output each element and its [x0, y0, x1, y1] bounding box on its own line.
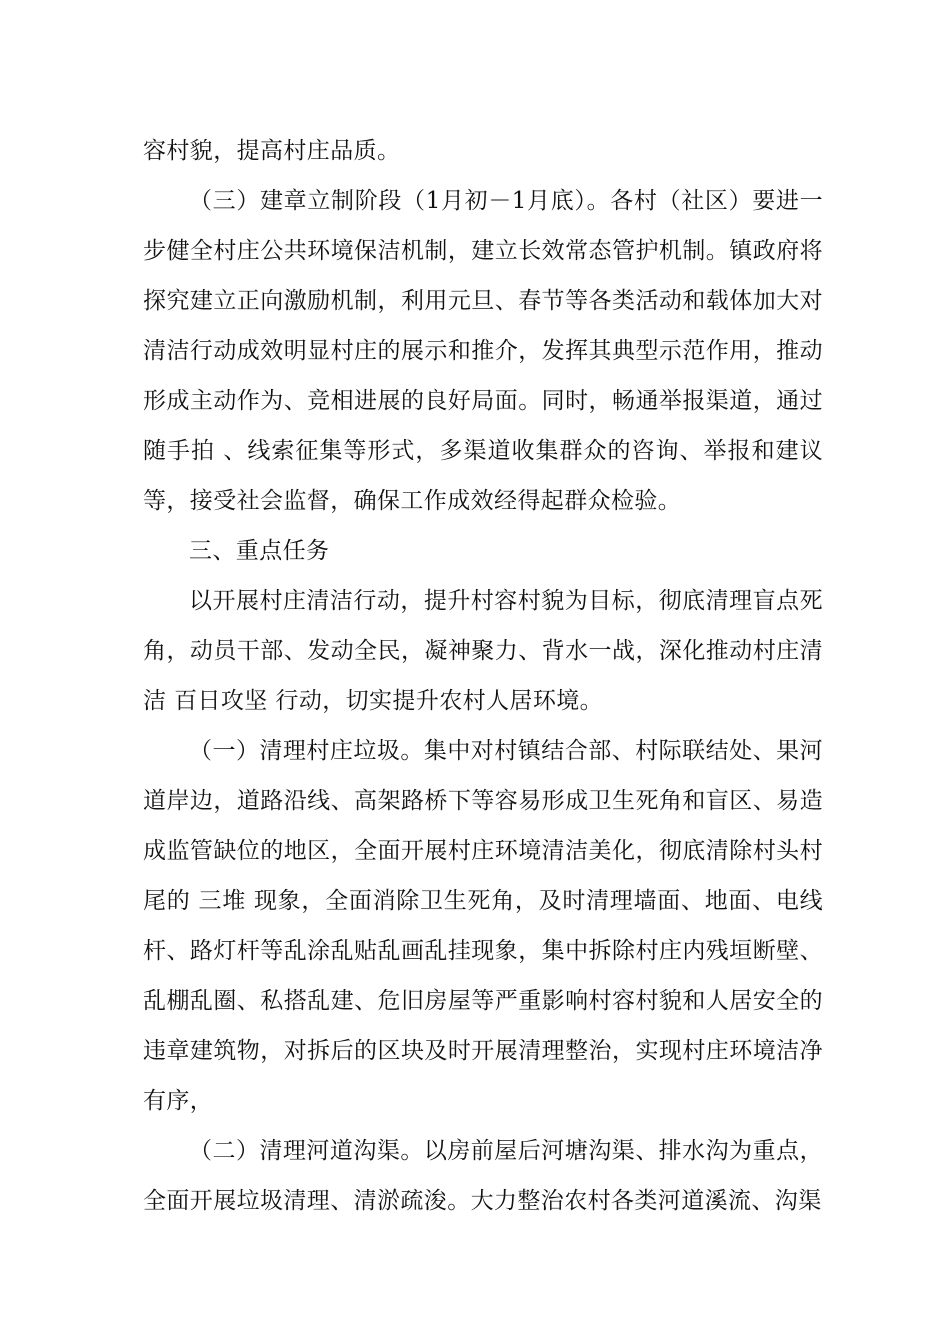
paragraph-continuation: 容村貌，提高村庄品质。: [143, 138, 401, 164]
paragraph-task-intro: 以开展村庄清洁行动，提升村容村貌为目标，彻底清理盲点死角，动员干部、发动全民，凝神聚力、背水一战，深化推动村庄清洁 百日攻坚 行动，切实提升农村人居环境。: [143, 588, 823, 714]
paragraph-clean-river-ditches: （二）清理河道沟渠。以房前屋后河塘沟渠、排水沟为重点，全面开展垃圾清理、清淤疏浚。大力整治农村各类河道溪流、沟渠: [143, 1138, 823, 1214]
document-body: [143, 126, 823, 1226]
paragraph-stage-three: （三）建章立制阶段（1月初－1月底）。各村（社区）要进一步健全村庄公共环境保洁机制，建立长效常态管护机制。镇政府将探究建立正向激励机制，利用元旦、春节等各类活动和载体加大对清洁行动成效明显村庄的展示和推介，发挥其典型示范作用，推动形成主动作为、竞相进展的良好局面。同时，畅通举报渠道，通过随手拍 、线索征集等形式，多渠道收集群众的咨询、举报和建议等，接受社会监督，确保工作成效经得起群众检验。: [143, 188, 823, 514]
section-heading-key-tasks: 三、重点任务: [189, 538, 330, 564]
paragraph-clean-village-garbage: （一）清理村庄垃圾。集中对村镇结合部、村际联结处、果河道岸边，道路沿线、高架路桥下等容易形成卫生死角和盲区、易造成监管缺位的地区，全面开展村庄环境清洁美化，彻底清除村头村尾的 三堆 现象，全面消除卫生死角，及时清理墙面、地面、电线杆、路灯杆等乱涂乱贴乱画乱挂现象，集中拆除村庄内残垣断壁、乱棚乱圈、私搭乱建、危旧房屋等严重影响村容村貌和人居安全的违章建筑物，对拆后的区块及时开展清理整治，实现村庄环境洁净有序，: [143, 738, 823, 1114]
